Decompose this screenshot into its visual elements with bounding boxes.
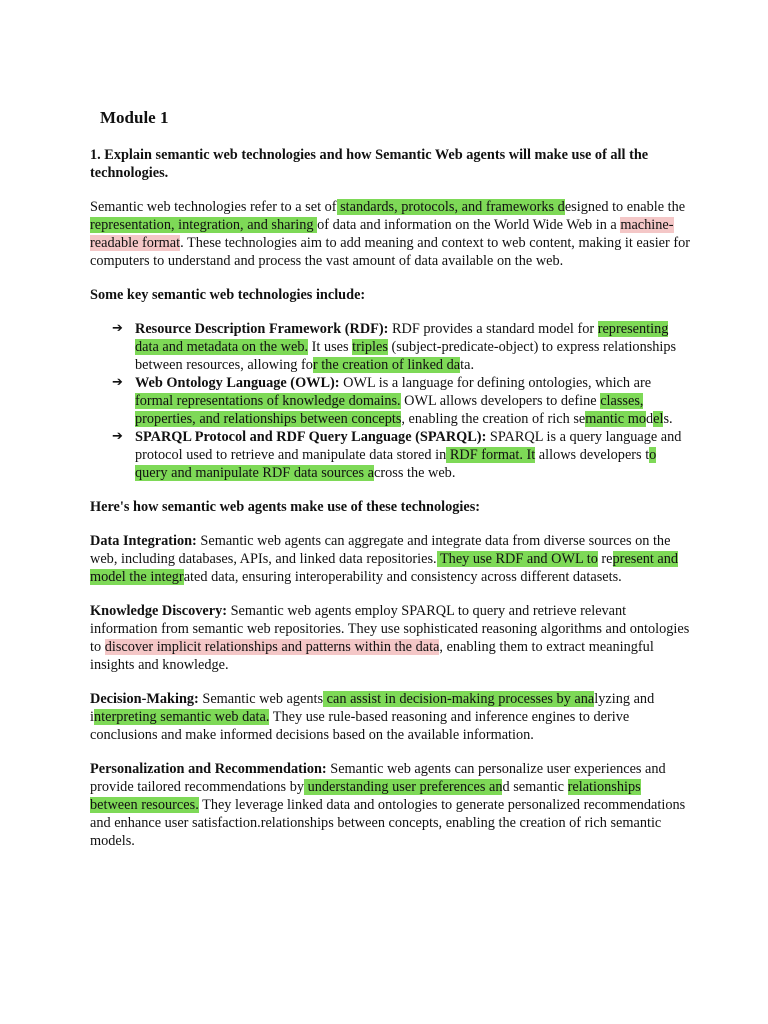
knowledge-discovery-text-1: Semantic web agents employ SPARQL to query and retrieve relevant information from semantic web repositories. They use sophisticated reasoning algorithms and ontologies to xyxy=(90,603,690,655)
owl-text-3: , enabling the creation of rich xyxy=(401,411,574,427)
data-integration-highlight-2: present and model the integr xyxy=(90,551,679,585)
intro-text-2: esigned to enable the xyxy=(564,199,686,215)
decision-making-paragraph xyxy=(90,690,690,744)
data-integration-paragraph xyxy=(90,532,690,586)
decision-making-text-1: Semantic web agents xyxy=(198,691,324,707)
technologies-list xyxy=(90,320,690,482)
data-integration-highlight-1: They use RDF and OWL to xyxy=(436,551,598,567)
list-item-rdf xyxy=(90,320,690,374)
personalization-text-2: d semantic xyxy=(502,779,568,795)
arrow-right-icon: ➔ xyxy=(112,429,123,444)
knowledge-discovery-paragraph xyxy=(90,602,690,674)
owl-highlight-2: classes, properties, and relationships between concepts xyxy=(135,393,644,427)
arrow-right-icon: ➔ xyxy=(112,321,123,336)
rdf-highlight-3: r the creation of linked da xyxy=(312,357,461,373)
decision-making-highlight-2: nterpreting semantic web data. xyxy=(93,709,270,725)
personalization-text-3: They leverage linked data and ontologies to generate personalized recommendations and enhance user satisfaction.relationships between concepts, enabling the creation of rich semantic models. xyxy=(90,797,686,849)
personalization-highlight-2: relationships between resources. xyxy=(90,779,641,813)
intro-text-4: . These technologies aim to add meaning and context to web content, making it easier for computers to understand and process the vast amount of data available on the web. xyxy=(90,235,691,269)
owl-highlight-3: mantic mo xyxy=(585,411,646,427)
rdf-text-1: RDF provides a standard model for xyxy=(388,321,598,337)
intro-text-3: of data and information on the World Wide Web in a xyxy=(317,217,621,233)
data-integration-text-1: Semantic web agents can aggregate and integrate data from diverse sources on the web, including databases, APIs, and linked data repositories. xyxy=(90,533,671,567)
intro-highlight-2: representation, integration, and sharing xyxy=(90,217,318,233)
sparql-label: SPARQL Protocol and RDF Query Language (SPARQL): xyxy=(135,429,487,445)
list-item-sparql xyxy=(90,428,690,482)
sparql-text-2: allows developers t xyxy=(535,447,650,463)
knowledge-discovery-text-2: , enabling them to extract meaningful insights and knowledge. xyxy=(90,639,654,673)
data-integration-label: Data Integration: xyxy=(90,533,197,549)
rdf-text-4: ta. xyxy=(460,357,475,373)
owl-text-4: se xyxy=(573,411,586,427)
arrow-right-icon: ➔ xyxy=(112,375,123,390)
owl-text-1: OWL is a language for defining ontologies, which are xyxy=(339,375,652,391)
owl-label: Web Ontology Language (OWL): xyxy=(135,375,340,391)
rdf-text-3: (subject-predicate-object) to express relationships between resources, allowing fo xyxy=(135,339,677,373)
rdf-highlight-2: triples xyxy=(352,339,388,355)
owl-text-6: s. xyxy=(663,411,673,427)
decision-making-text-2: lyzing and i xyxy=(90,691,655,725)
decision-making-label: Decision-Making: xyxy=(90,691,199,707)
knowledge-discovery-label: Knowledge Discovery: xyxy=(90,603,227,619)
rdf-text-2: It uses xyxy=(308,339,353,355)
owl-text-5: d xyxy=(645,411,654,427)
personalization-paragraph xyxy=(90,760,690,850)
sparql-highlight-2: o query and manipulate RDF data sources a xyxy=(135,447,657,481)
agents-heading: Here's how semantic web agents make use of these technologies: xyxy=(90,499,481,515)
rdf-label: Resource Description Framework (RDF): xyxy=(135,321,389,337)
sparql-highlight-1: RDF format. It xyxy=(446,447,536,463)
document-body xyxy=(90,146,690,866)
knowledge-discovery-highlight-1: discover implicit relationships and patterns within the data xyxy=(104,639,440,655)
intro-highlight-3: machine-readable format xyxy=(90,217,674,251)
personalization-text-1: Semantic web agents can personalize user experiences and provide tailored recommendations by xyxy=(90,761,666,795)
module-title: Module 1 xyxy=(100,108,169,127)
sparql-text-1: SPARQL is a query language and protocol used to retrieve and manipulate data stored in xyxy=(135,429,682,463)
decision-making-highlight-1: can assist in decision-making processes by ana xyxy=(323,691,595,707)
owl-highlight-1: formal representations of knowledge domains. xyxy=(135,393,401,409)
data-integration-text-3: ated data, ensuring interoperability and consistency across different datasets. xyxy=(183,569,622,585)
decision-making-text-3: They use rule-based reasoning and inference engines to derive conclusions and make informed decisions based on the available information. xyxy=(90,709,630,743)
rdf-highlight-1: representing data and metadata on the web. xyxy=(135,321,669,355)
owl-highlight-4: el xyxy=(653,411,664,427)
owl-text-2: OWL allows developers to define xyxy=(400,393,601,409)
list-item-owl xyxy=(90,374,690,428)
sparql-text-3: cross the web. xyxy=(374,465,456,481)
data-integration-text-2: re xyxy=(597,551,613,567)
personalization-highlight-1: understanding user preferences an xyxy=(304,779,503,795)
intro-text-1: Semantic web technologies refer to a set of xyxy=(90,199,337,215)
question-heading: 1. Explain semantic web technologies and how Semantic Web agents will make use of all the technologies. xyxy=(90,147,649,181)
personalization-label: Personalization and Recommendation: xyxy=(90,761,327,777)
key-technologies-heading: Some key semantic web technologies include: xyxy=(90,287,366,303)
intro-highlight-1: standards, protocols, and frameworks d xyxy=(336,199,565,215)
intro-paragraph xyxy=(90,198,690,270)
